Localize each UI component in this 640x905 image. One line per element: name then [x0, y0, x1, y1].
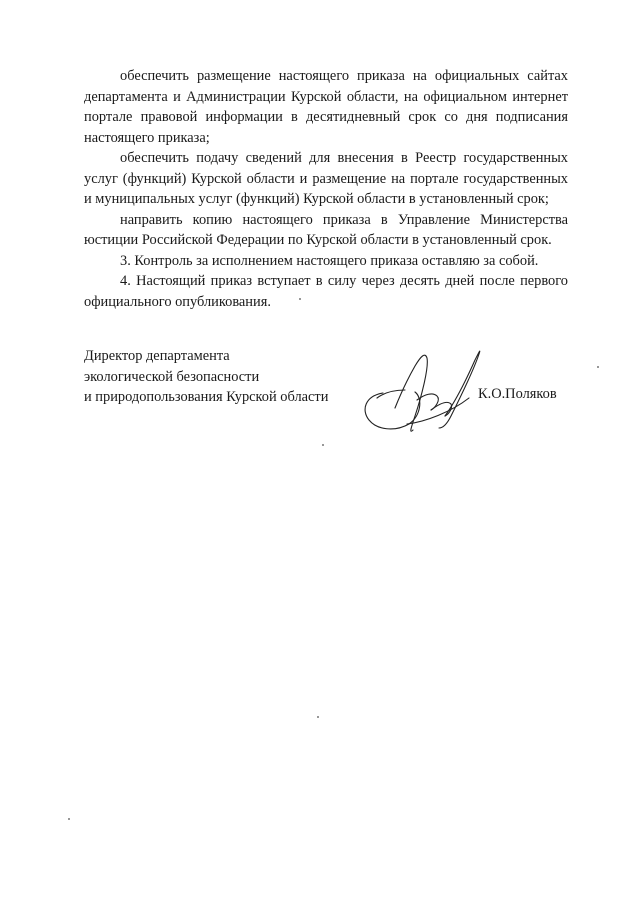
signatory-title-line: и природопользования Курской области [84, 389, 329, 405]
scan-speck [317, 716, 319, 718]
signatory-title [84, 346, 328, 408]
signatory-title-line: экологической безопасности [84, 368, 260, 385]
scan-speck [299, 298, 301, 300]
paragraph-ministry-copy: направить копию настоящего приказа в Управление Министерства юстиции Российской Федерации по Курской области в установленный срок. [84, 211, 568, 248]
paragraph-effective-date: 4. Настоящий приказ вступает в силу через десять дней после первого официального опубликования. [84, 273, 568, 310]
scan-speck [68, 818, 70, 820]
signatory-title-line: Директор департамента [84, 348, 230, 364]
scan-speck [597, 366, 599, 368]
document-body [84, 66, 568, 312]
paragraph-publication: обеспечить размещение настоящего приказа на официальных сайтах департамента и Администрации Курской области, на официальном интернет портале правовой информации в десятидневный срок со дня подписания настоящего приказа; [84, 68, 568, 146]
handwritten-signature [355, 338, 485, 448]
paragraph-registry: обеспечить подачу сведений для внесения в Реестр государственных услуг (функций) Курской области и размещение на портале государственных и муниципальных услуг (функций) Курской области в установленный срок; [84, 150, 568, 207]
paragraph-control: 3. Контроль за исполнением настоящего приказа оставляю за собой. [120, 252, 539, 269]
scan-speck [322, 444, 324, 446]
signatory-name: К.О.Поляков [478, 386, 557, 402]
